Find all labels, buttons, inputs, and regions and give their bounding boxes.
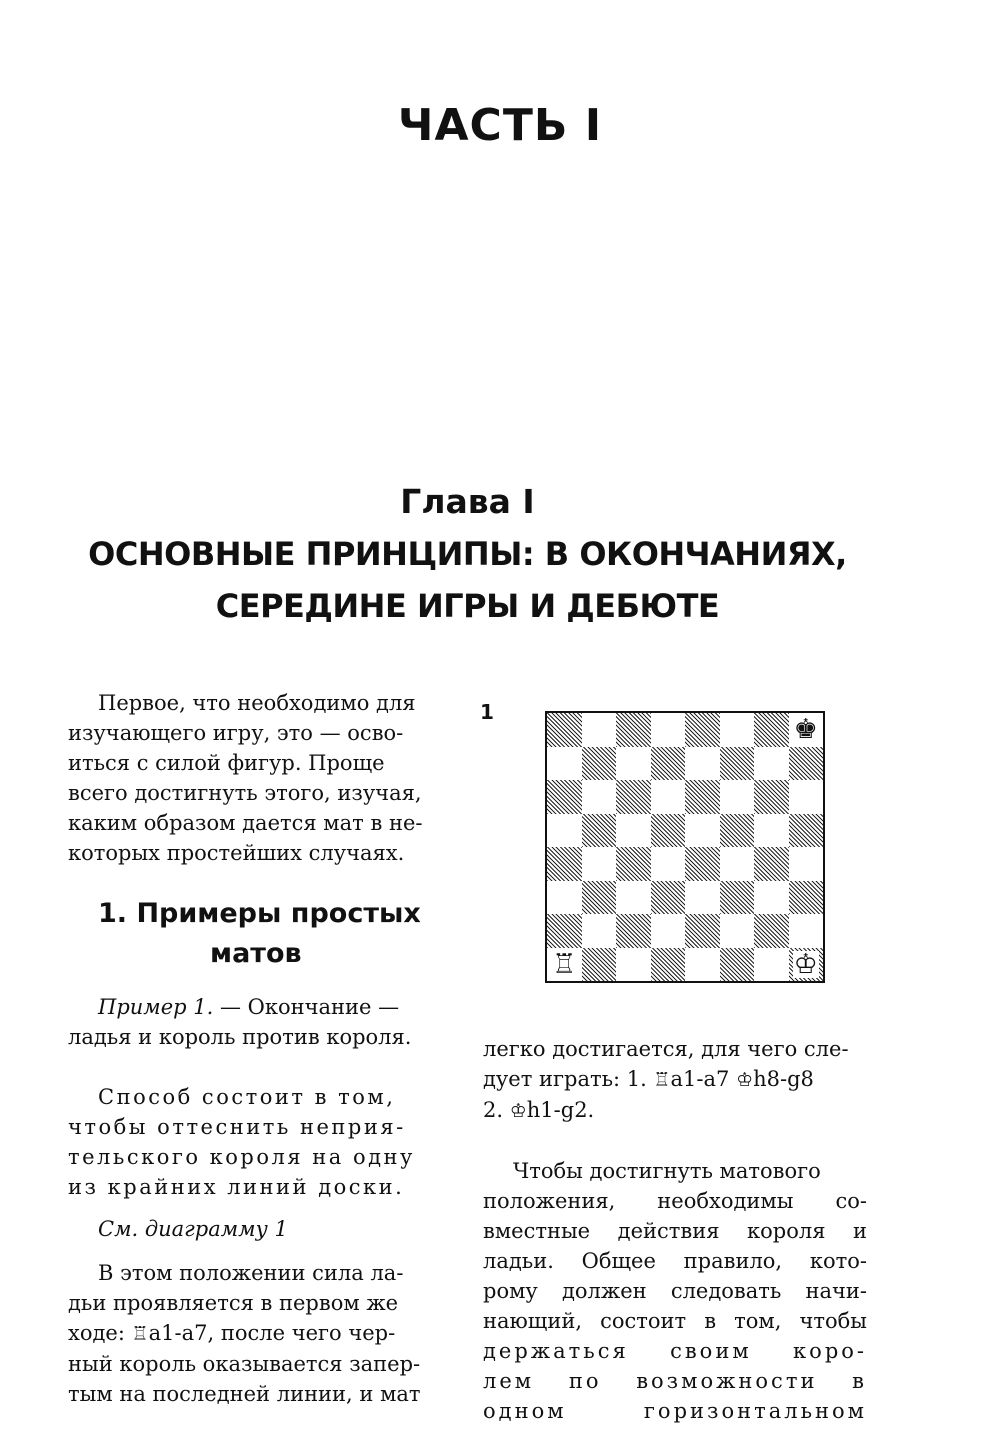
board-square-b8 <box>582 713 617 747</box>
white-rook-icon: ♖ <box>552 948 577 980</box>
board-square-e2 <box>685 914 720 948</box>
continuation-line-1: легко достигается, для чего сле- <box>483 1037 849 1061</box>
board-square-h2 <box>789 914 824 948</box>
move-1: a1-a7 <box>670 1067 737 1091</box>
board-square-e7 <box>685 747 720 781</box>
principle-line: лем по возможности в <box>483 1369 867 1393</box>
board-square-a3 <box>547 881 582 915</box>
chapter-heading <box>0 476 935 632</box>
intro-line: каким образом дается мат в не- <box>68 811 423 835</box>
board-square-c4 <box>616 847 651 881</box>
board-square-c6 <box>616 780 651 814</box>
board-square-d4 <box>651 847 686 881</box>
board-square-a5 <box>547 814 582 848</box>
board-square-h7 <box>789 747 824 781</box>
board-square-h5 <box>789 814 824 848</box>
principle-line: нающий, состоит в том, чтобы <box>483 1309 867 1333</box>
principle-line: рому должен следовать начи- <box>483 1279 867 1303</box>
board-square-d8 <box>651 713 686 747</box>
board-square-g6 <box>754 780 789 814</box>
board-square-c8 <box>616 713 651 747</box>
left-column <box>68 688 452 1409</box>
rook-icon: ♖ <box>653 1069 671 1091</box>
principle-line: ладьи. Общее правило, кото- <box>483 1249 867 1273</box>
board-square-g4 <box>754 847 789 881</box>
principle-line: держаться своим коро- <box>483 1339 867 1363</box>
right-column <box>483 1034 867 1426</box>
board-square-a4 <box>547 847 582 881</box>
position-line-3-suffix: a1-a7, после чего чер- <box>148 1321 396 1345</box>
board-square-a7 <box>547 747 582 781</box>
board-square-d5 <box>651 814 686 848</box>
diagram-number: 1 <box>480 700 494 724</box>
method-line: тельского короля на одну <box>68 1145 415 1169</box>
board-square-f8 <box>720 713 755 747</box>
board-square-h8 <box>789 713 824 747</box>
board-square-b3 <box>582 881 617 915</box>
example-rest: — Окончание — <box>213 995 400 1019</box>
board-square-d1 <box>651 948 686 982</box>
board-square-b7 <box>582 747 617 781</box>
board-square-b1 <box>582 948 617 982</box>
section-heading-line-2: матов <box>210 938 302 969</box>
position-line-5: тым на последней линии, и мат <box>68 1382 421 1406</box>
example-line-2: ладья и король против короля. <box>68 1025 412 1049</box>
board-square-c7 <box>616 747 651 781</box>
board-square-d2 <box>651 914 686 948</box>
position-line-4: ный король оказывается запер- <box>68 1352 421 1376</box>
principle-line: вместные действия короля и <box>483 1219 867 1243</box>
intro-line: иться с силой фигур. Проще <box>68 751 385 775</box>
board-square-e8 <box>685 713 720 747</box>
board-square-g3 <box>754 881 789 915</box>
board-square-g2 <box>754 914 789 948</box>
method-line: Способ состоит в том, <box>98 1085 396 1109</box>
board-square-f3 <box>720 881 755 915</box>
method-paragraph <box>68 1082 452 1202</box>
board-square-c2 <box>616 914 651 948</box>
king-icon: ♔ <box>509 1100 527 1122</box>
section-heading <box>68 894 452 974</box>
board-square-f1 <box>720 948 755 982</box>
continuation-paragraph <box>483 1034 867 1126</box>
chapter-title-line-1: ОСНОВНЫЕ ПРИНЦИПЫ: В ОКОНЧАНИЯХ, <box>88 535 847 573</box>
board-square-e4 <box>685 847 720 881</box>
board-square-h3 <box>789 881 824 915</box>
continuation-line-3-prefix: 2. <box>483 1098 510 1122</box>
intro-line: Первое, что необходимо для <box>98 691 416 715</box>
board-square-b4 <box>582 847 617 881</box>
method-line: из крайних линий доски. <box>68 1175 405 1199</box>
board-square-e1 <box>685 948 720 982</box>
black-king-icon: ♚ <box>793 714 818 746</box>
position-line-3-prefix: ходе: <box>68 1321 132 1345</box>
board-square-a1 <box>547 948 582 982</box>
board-square-f4 <box>720 847 755 881</box>
chapter-label: Глава I <box>400 482 535 521</box>
board-square-c5 <box>616 814 651 848</box>
board-square-a2 <box>547 914 582 948</box>
board-square-g1 <box>754 948 789 982</box>
board-square-c3 <box>616 881 651 915</box>
example-label: Пример 1. <box>98 995 214 1019</box>
board-square-d7 <box>651 747 686 781</box>
position-line-1: В этом положении сила ла- <box>98 1261 404 1285</box>
chapter-title-line-2: СЕРЕДИНЕ ИГРЫ И ДЕБЮТЕ <box>215 587 720 625</box>
board-square-e5 <box>685 814 720 848</box>
intro-line: изучающего игру, это — осво- <box>68 721 404 745</box>
intro-line: которых простейших случаях. <box>68 841 405 865</box>
principle-paragraph <box>483 1156 867 1426</box>
board-square-a6 <box>547 780 582 814</box>
board-square-f2 <box>720 914 755 948</box>
board-square-a8 <box>547 713 582 747</box>
board-square-h4 <box>789 847 824 881</box>
board-square-f6 <box>720 780 755 814</box>
intro-paragraph <box>68 688 452 868</box>
example-paragraph <box>68 992 452 1052</box>
board-square-g5 <box>754 814 789 848</box>
move-3: h1-g2. <box>526 1098 595 1122</box>
section-heading-line-1: 1. Примеры простых <box>98 898 421 929</box>
board-square-b2 <box>582 914 617 948</box>
board-square-f7 <box>720 747 755 781</box>
king-icon: ♔ <box>736 1069 754 1091</box>
board-square-c1 <box>616 948 651 982</box>
intro-line: всего достигнуть этого, изучая, <box>68 781 422 805</box>
move-2: h8-g8 <box>753 1067 814 1091</box>
board-square-h6 <box>789 780 824 814</box>
board-square-b6 <box>582 780 617 814</box>
board-square-h1 <box>789 948 824 982</box>
board-square-e3 <box>685 881 720 915</box>
board-square-d3 <box>651 881 686 915</box>
board-square-g8 <box>754 713 789 747</box>
board-square-f5 <box>720 814 755 848</box>
chess-board <box>545 711 825 983</box>
board-square-b5 <box>582 814 617 848</box>
see-diagram: См. диаграмму 1 <box>98 1217 288 1241</box>
white-king-icon: ♔ <box>793 948 818 980</box>
method-line: чтобы оттеснить неприя- <box>68 1115 406 1139</box>
part-title: ЧАСТЬ I <box>397 100 603 151</box>
principle-line: Чтобы достигнуть матового <box>513 1159 821 1183</box>
continuation-line-2-prefix: дует играть: 1. <box>483 1067 654 1091</box>
board-square-g7 <box>754 747 789 781</box>
principle-line: одном горизонтальном <box>483 1399 867 1423</box>
position-paragraph <box>68 1258 452 1409</box>
board-square-e6 <box>685 780 720 814</box>
rook-icon: ♖ <box>131 1323 149 1345</box>
board-square-d6 <box>651 780 686 814</box>
position-line-2: дьи проявляется в первом же <box>68 1291 399 1315</box>
principle-line: положения, необходимы со- <box>483 1189 867 1213</box>
